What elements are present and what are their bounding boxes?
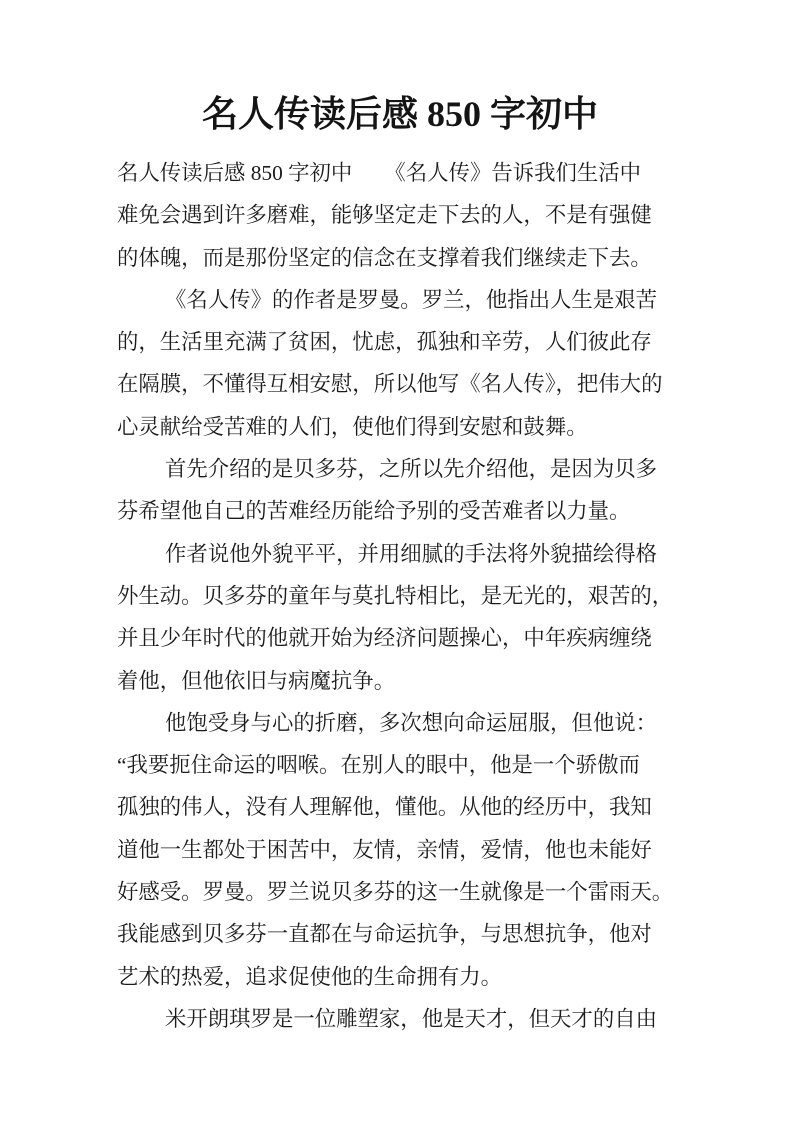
text-line: 在隔膜，不懂得互相安慰，所以他写《名人传》，把伟大的 <box>117 372 663 397</box>
text-line: 首先介绍的是贝多芬，之所以先介绍他，是因为贝多 <box>165 457 657 482</box>
paragraph <box>117 998 665 1040</box>
paragraph <box>117 702 674 998</box>
text-line: 好感受。罗曼。罗兰说贝多芬的这一生就像是一个雷雨天。 <box>117 880 674 905</box>
paragraph <box>117 279 665 448</box>
paragraph <box>117 152 665 279</box>
text-line: 芬希望他自己的苦难经历能给予别的受苦难者以力量。 <box>117 499 631 524</box>
text-line: 道他一生都处于困苦中，友情，亲情，爱情，他也未能好 <box>117 837 652 862</box>
text-line: 我能感到贝多芬一直都在与命运抗争，与思想抗争，他对 <box>117 922 652 947</box>
paragraph <box>117 533 674 702</box>
text-line: “我要扼住命运的咽喉。在别人的眼中，他是一个骄傲而 <box>117 753 640 778</box>
text-line: 难免会遇到许多磨难，能够坚定走下去的人，不是有强健 <box>117 203 652 228</box>
text-line: 《名人传》的作者是罗曼。罗兰，他指出人生是艰苦 <box>165 287 657 312</box>
text-line: 作者说他外貌平平，并用细腻的手法将外貌描绘得格 <box>165 541 657 566</box>
text-line: 外生动。贝多芬的童年与莫扎特相比，是无光的，艰苦的， <box>117 583 674 608</box>
text-line: 名人传读后感 850 字初中 《名人传》告诉我们生活中 <box>117 161 642 185</box>
text-line: 他饱受身与心的折磨，多次想向命运屈服，但他说： <box>165 710 657 735</box>
text-line: 并且少年时代的他就开始为经济问题操心，中年疾病缠绕 <box>117 626 652 651</box>
text-line: 艺术的热爱，追求促使他的生命拥有力。 <box>117 964 503 989</box>
paragraph <box>117 448 665 533</box>
text-line: 心灵献给受苦难的人们，使他们得到安慰和鼓舞。 <box>117 414 588 439</box>
text-line: 的，生活里充满了贫困，忧虑，孤独和辛劳，人们彼此存 <box>117 330 652 355</box>
text-line: 米开朗琪罗是一位雕塑家，他是天才，但天才的自由 <box>165 1006 657 1031</box>
text-line: 孤独的伟人，没有人理解他，懂他。从他的经历中，我知 <box>117 795 652 820</box>
document-title: 名人传读后感 850 字初中 <box>201 94 598 134</box>
text-line: 着他，但他依旧与病魔抗争。 <box>117 668 396 693</box>
document-body <box>117 152 674 1040</box>
text-line: 的体魄，而是那份坚定的信念在支撑着我们继续走下去。 <box>117 245 652 270</box>
